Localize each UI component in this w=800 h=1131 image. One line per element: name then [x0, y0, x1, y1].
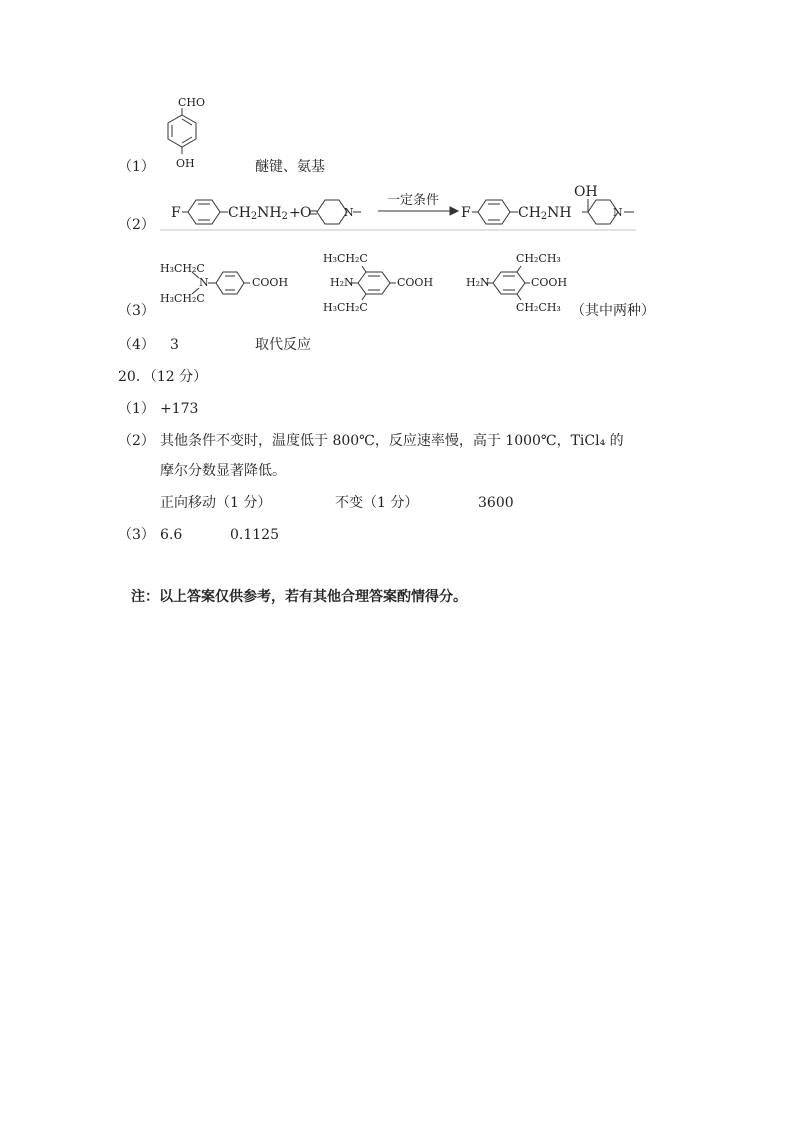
p-ch-sub: 2	[540, 211, 548, 222]
r1-fluorine: F	[171, 205, 181, 221]
q19-p4-answer-2: 取代反应	[255, 337, 311, 353]
q20-p2-answer-c: 3600	[478, 495, 514, 511]
mol1-benzene	[160, 108, 200, 158]
m1-carboxyl: COOH	[252, 276, 289, 289]
m3-bonds	[485, 260, 545, 306]
m2-amino: H₂N	[330, 276, 354, 289]
r1-nh: NH	[257, 205, 282, 221]
q20-p2-answer-a: 正向移动（1 分）	[160, 495, 272, 511]
q20-p1-answer: +173	[160, 401, 199, 417]
m2-carboxyl: COOH	[397, 276, 434, 289]
p-linker	[518, 204, 572, 222]
q19-p4-number: （4）	[118, 337, 155, 353]
q20-p1-number: （1）	[118, 401, 155, 417]
footer-note: 注：以上答案仅供参考，若有其他合理答案酌情得分。	[131, 589, 467, 605]
r2-oxygen: O	[300, 205, 312, 221]
m1-ethyl-1: H₃CH₂C	[160, 262, 205, 275]
reaction-underline	[160, 229, 640, 231]
r1-ch-sub: 2	[250, 211, 258, 222]
p-nh: NH	[547, 205, 572, 221]
m1-nitrogen: N	[199, 276, 209, 289]
m3-ethyl-bottom: CH₂CH₃	[516, 301, 561, 314]
q20-p2-line-2: 摩尔分数显著降低。	[160, 463, 286, 479]
q20-p2-line-1: 其他条件不变时，温度低于 800℃，反应速率慢，高于 1000℃，TiCl₄ 的	[160, 433, 624, 449]
q20-p3-number: （3）	[118, 527, 155, 543]
r1-ch: CH	[228, 205, 251, 221]
p-nitrogen: N	[613, 206, 623, 219]
q19-p1-number: （1）	[118, 159, 155, 175]
r2-nitrogen: N	[344, 206, 354, 219]
m3-carboxyl: COOH	[531, 276, 568, 289]
r2-piperidinone-ring	[309, 196, 369, 230]
m3-amino: H₂N	[466, 276, 490, 289]
p-ch: CH	[518, 205, 541, 221]
q20-p2-answer-b: 不变（1 分）	[335, 495, 419, 511]
q19-p2-number: （2）	[118, 217, 155, 233]
reaction-arrow	[378, 206, 458, 216]
q19-p4-answer-1: 3	[170, 337, 179, 353]
r1-nh-sub: 2	[281, 211, 288, 222]
q19-p1-answer: 醚键、氨基	[255, 159, 325, 175]
q20-heading: 20．（12 分）	[118, 369, 208, 385]
p-fluorine: F	[461, 205, 471, 221]
q19-p3-number: （3）	[118, 303, 155, 319]
m1-ethyl-2: H₃CH₂C	[160, 292, 205, 305]
q19-p3-note: （其中两种）	[571, 303, 655, 319]
q20-p2-number: （2）	[118, 433, 155, 449]
plus-sign: +	[289, 205, 301, 221]
m2-ethyl-bottom: H₃CH₂C	[323, 301, 368, 314]
m3-ethyl-top: CH₂CH₃	[516, 252, 561, 265]
mol1-cho: CHO	[178, 96, 206, 109]
p-piperidine-ring	[578, 196, 638, 230]
mol1-oh: OH	[176, 157, 195, 170]
p-hydroxyl: OH	[574, 184, 598, 200]
reaction-condition: 一定条件	[387, 193, 440, 208]
q20-p3-answer-1: 6.6	[160, 527, 183, 543]
q20-p3-answer-2: 0.1125	[230, 527, 279, 543]
m2-ethyl-top: H₃CH₂C	[323, 252, 368, 265]
r1-tail	[228, 204, 288, 222]
